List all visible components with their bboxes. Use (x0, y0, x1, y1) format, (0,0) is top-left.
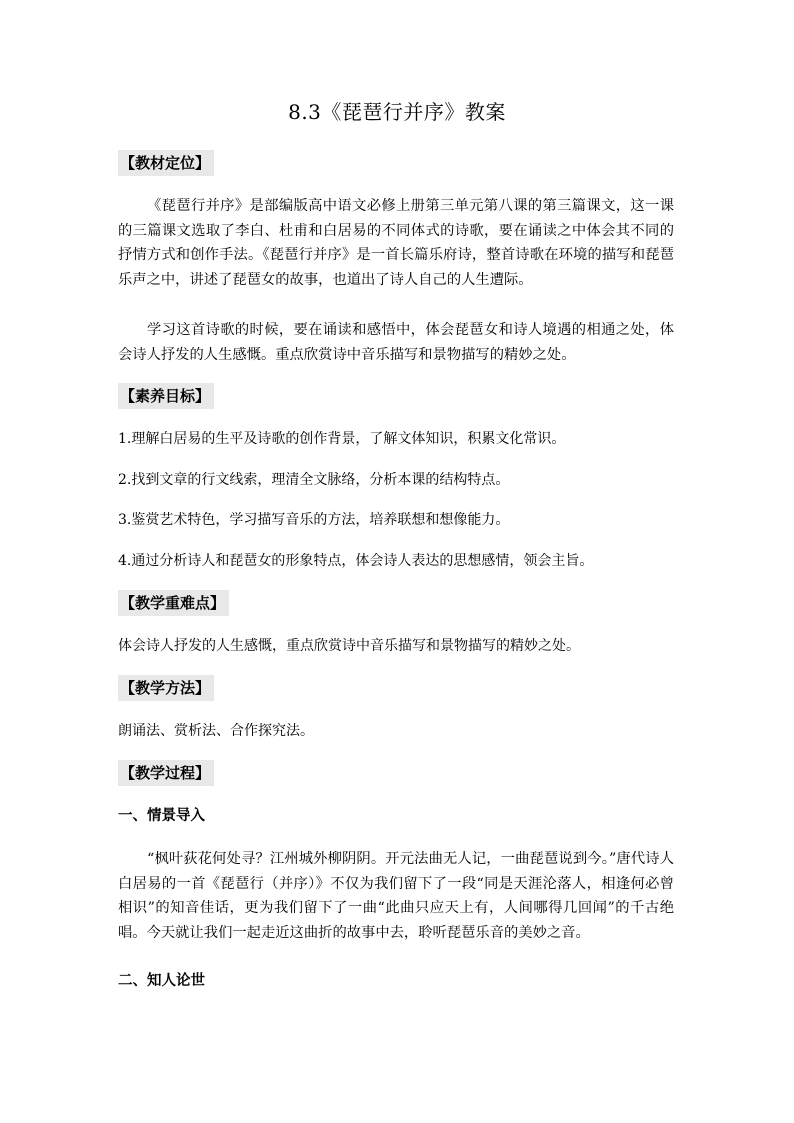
section-heading-positioning: 【教材定位】 (118, 150, 214, 176)
section-heading-key-points: 【教学重难点】 (118, 590, 229, 616)
process-step-1-title: 一、情景导入 (118, 807, 205, 824)
goal-item-4: 4.通过分析诗人和琵琶女的形象特点，体会诗人表达的思想感情，领会主旨。 (118, 553, 594, 569)
key-points-text: 体会诗人抒发的人生感慨，重点欣赏诗中音乐描写和景物描写的精妙之处。 (118, 638, 580, 654)
positioning-paragraph-2: 学习这首诗歌的时候，要在诵读和感悟中，体会琵琶女和诗人境遇的相通之处，体会诗人抒发的人生感慨。重点欣赏诗中音乐描写和景物描写的精妙之处。 (118, 322, 674, 363)
goal-item-2: 2.找到文章的行文线索，理清全文脉络，分析本课的结构特点。 (118, 472, 510, 488)
section-heading-process: 【教学过程】 (118, 760, 214, 786)
goal-item-3: 3.鉴赏艺术特色，学习描写音乐的方法，培养联想和想像能力。 (118, 512, 510, 528)
section-heading-methods: 【教学方法】 (118, 675, 214, 701)
methods-text: 朗诵法、赏析法、合作探究法。 (118, 723, 314, 739)
positioning-paragraph-1: 《琵琶行并序》是部编版高中语文必修上册第三单元第八课的第三篇课文，这一课的三篇课文选取了李白、杜甫和白居易的不同体式的诗歌，要在诵读之中体会其不同的抒情方式和创作手法。《琵琶行并序》是一首长篇乐府诗，整首诗歌在环境的描写和琵琶乐声之中，讲述了琵琶女的故事，也道出了诗人自己的人生遭际。 (118, 198, 674, 288)
process-step-1-text: “枫叶荻花何处寻？江州城外柳阴阴。开元法曲无人记，一曲琵琶说到今。”唐代诗人白居易的一首《琵琶行（并序）》不仅为我们留下了一段“同是天涯沦落人，相逢何必曾相识”的知音佳话，更为我们留下了一曲“此曲只应天上有，人间哪得几回闻”的千古绝唱。今天就让我们一起走近这曲折的故事中去，聆听琵琶乐音的美妙之音。 (118, 851, 674, 941)
document-title: 8.3《琵琶行并序》教案 (288, 100, 506, 124)
goal-item-1: 1.理解白居易的生平及诗歌的创作背景，了解文体知识，积累文化常识。 (118, 431, 566, 447)
process-step-2-title: 二、知人论世 (118, 972, 205, 989)
section-heading-goals: 【素养目标】 (118, 383, 214, 409)
